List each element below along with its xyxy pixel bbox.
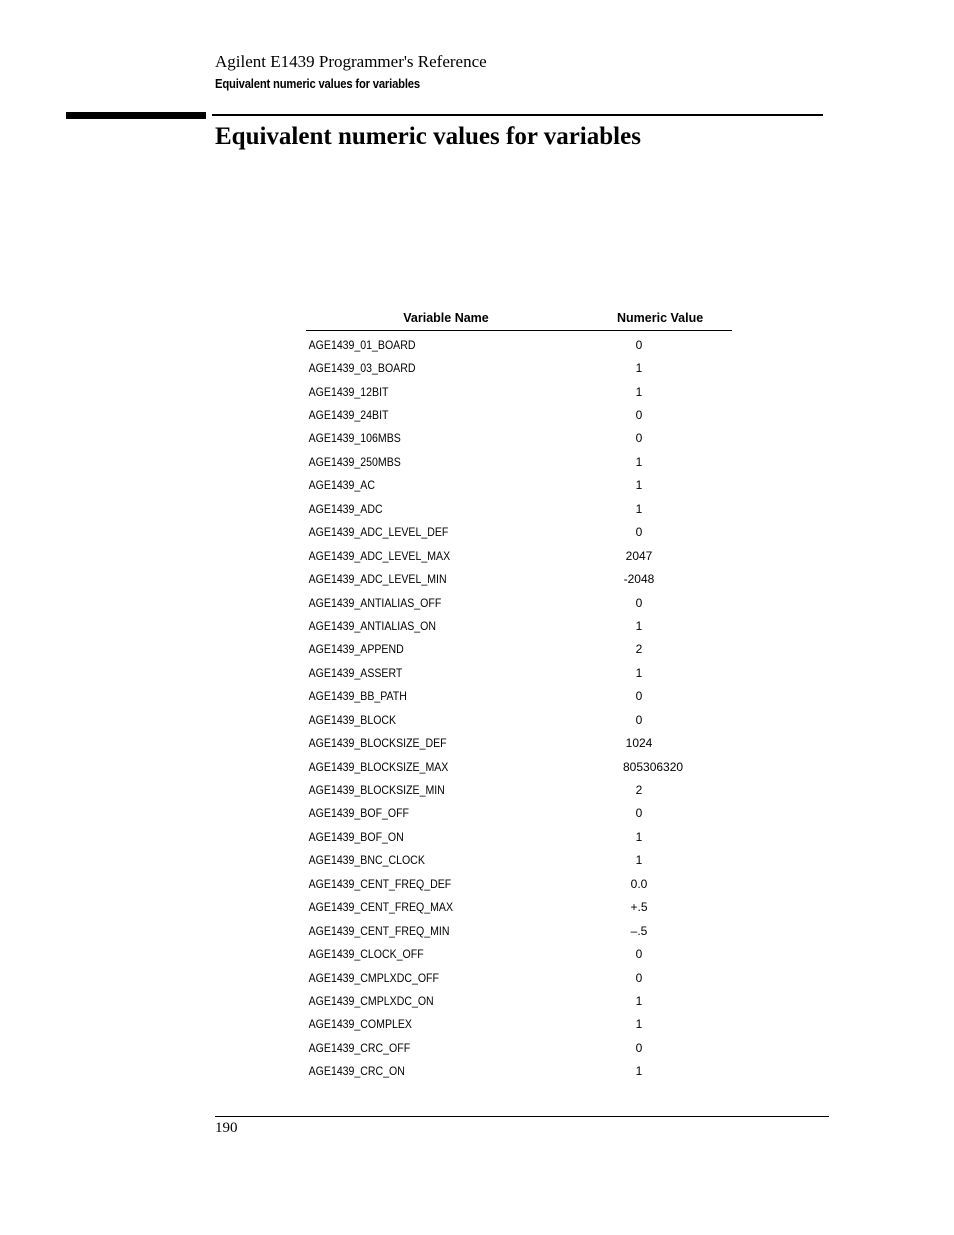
table-row — [306, 380, 732, 403]
numeric-value-cell — [586, 689, 732, 703]
variable-name-cell: AGE1439_CRC_OFF — [308, 1040, 411, 1055]
page-number: 190 — [215, 1120, 238, 1136]
table-row — [306, 942, 732, 965]
variable-name-cell: AGE1439_CLOCK_OFF — [308, 947, 424, 962]
numeric-value-cell — [586, 877, 732, 891]
numeric-value-text: 0 — [635, 431, 643, 446]
table-row — [306, 497, 732, 520]
numeric-value-text: +.5 — [630, 900, 648, 915]
table-row — [306, 638, 732, 661]
numeric-value-cell — [586, 900, 732, 914]
header-rule-thick — [66, 112, 206, 119]
numeric-value-cell — [586, 713, 732, 727]
variable-name-cell: AGE1439_BNC_CLOCK — [308, 853, 425, 868]
table-row — [306, 1036, 732, 1059]
table-row — [306, 427, 732, 450]
column-header-numeric-value: Numeric Value — [617, 311, 704, 325]
variable-name-cell: AGE1439_CENT_FREQ_MIN — [308, 923, 450, 938]
numeric-value-cell — [586, 478, 732, 492]
table-row — [306, 896, 732, 919]
numeric-value-text: 0 — [635, 712, 643, 727]
table-row — [306, 849, 732, 872]
variable-name-cell: AGE1439_ADC_LEVEL_MAX — [308, 548, 451, 563]
numeric-value-text: 2 — [635, 642, 643, 657]
variable-name-cell: AGE1439_BOF_OFF — [308, 806, 410, 821]
numeric-value-cell — [586, 502, 732, 516]
variable-name-cell: AGE1439_ANTIALIAS_OFF — [308, 595, 442, 610]
numeric-value-cell — [586, 947, 732, 961]
table-row — [306, 872, 732, 895]
numeric-value-cell — [586, 572, 732, 586]
variable-name-cell: AGE1439_BB_PATH — [308, 689, 407, 704]
table-row — [306, 989, 732, 1012]
table-row — [306, 708, 732, 731]
table-row — [306, 731, 732, 754]
variable-name-cell: AGE1439_COMPLEX — [308, 1017, 412, 1032]
table-row — [306, 825, 732, 848]
table-row — [306, 919, 732, 942]
table-row — [306, 755, 732, 778]
numeric-value-text: 1 — [635, 501, 643, 516]
numeric-value-cell — [586, 431, 732, 445]
numeric-value-text: 1 — [635, 993, 643, 1008]
variable-name-cell: AGE1439_250MBS — [308, 454, 401, 469]
numeric-value-cell — [586, 1041, 732, 1055]
table-row — [306, 403, 732, 426]
column-header-variable-name: Variable Name — [403, 311, 489, 325]
numeric-value-cell — [586, 1064, 732, 1078]
table-row — [306, 1060, 732, 1083]
running-title: Agilent E1439 Programmer's Reference — [215, 52, 487, 71]
numeric-value-cell — [586, 994, 732, 1008]
numeric-value-text: 0 — [635, 525, 643, 540]
variable-name-cell: AGE1439_CMPLXDC_OFF — [308, 970, 439, 985]
table-row — [306, 778, 732, 801]
numeric-value-text: 2047 — [625, 548, 653, 563]
table-row — [306, 591, 732, 614]
numeric-value-text: 1 — [635, 478, 643, 493]
numeric-value-cell — [586, 853, 732, 867]
variable-name-cell: AGE1439_106MBS — [308, 431, 401, 446]
variable-name-cell: AGE1439_ADC_LEVEL_MIN — [308, 572, 447, 587]
variable-name-cell: AGE1439_BLOCK — [308, 712, 397, 727]
numeric-value-cell — [586, 596, 732, 610]
numeric-value-text: –.5 — [630, 923, 648, 938]
numeric-value-text: 2 — [635, 783, 643, 798]
variable-name-cell: AGE1439_ADC — [308, 501, 383, 516]
numeric-value-text: -2048 — [623, 572, 655, 587]
numeric-value-text: 1 — [635, 1017, 643, 1032]
numeric-value-text: 0 — [635, 337, 643, 352]
numeric-value-text: 0 — [635, 408, 643, 423]
running-subtitle: Equivalent numeric values for variables — [215, 77, 420, 91]
numeric-value-text: 1 — [635, 384, 643, 399]
numeric-value-cell — [586, 619, 732, 633]
numeric-value-cell — [586, 385, 732, 399]
numeric-value-cell — [586, 830, 732, 844]
numeric-value-text: 0 — [635, 970, 643, 985]
variable-name-cell: AGE1439_BOF_ON — [308, 829, 404, 844]
numeric-value-text: 0.0 — [630, 876, 648, 891]
variable-name-cell: AGE1439_BLOCKSIZE_MIN — [308, 783, 445, 798]
table-row — [306, 661, 732, 684]
numeric-value-cell — [586, 549, 732, 563]
variable-name-cell: AGE1439_12BIT — [308, 384, 389, 399]
numeric-value-text: 1 — [635, 361, 643, 376]
table-row — [306, 567, 732, 590]
variable-name-cell: AGE1439_CENT_FREQ_MAX — [308, 900, 454, 915]
numeric-value-cell — [586, 806, 732, 820]
numeric-value-cell — [586, 408, 732, 422]
numeric-value-cell — [586, 760, 732, 774]
numeric-value-text: 1 — [635, 829, 643, 844]
variable-name-cell: AGE1439_CMPLXDC_ON — [308, 993, 434, 1008]
numeric-value-cell — [586, 1017, 732, 1031]
table-row — [306, 966, 732, 989]
table-row — [306, 521, 732, 544]
table-row — [306, 333, 732, 356]
numeric-value-text: 805306320 — [623, 759, 684, 774]
numeric-value-cell — [586, 971, 732, 985]
table-row — [306, 356, 732, 379]
table-body — [306, 331, 732, 1083]
numeric-value-text: 1 — [635, 1064, 643, 1079]
variable-name-cell: AGE1439_ADC_LEVEL_DEF — [308, 525, 449, 540]
numeric-value-text: 0 — [635, 1040, 643, 1055]
numeric-value-text: 0 — [635, 689, 643, 704]
variable-name-cell: AGE1439_01_BOARD — [308, 337, 416, 352]
variable-name-cell: AGE1439_03_BOARD — [308, 361, 416, 376]
table-row — [306, 802, 732, 825]
numeric-value-cell — [586, 361, 732, 375]
numeric-value-cell — [586, 736, 732, 750]
numeric-value-cell — [586, 924, 732, 938]
variable-name-cell: AGE1439_CENT_FREQ_DEF — [308, 876, 452, 891]
numeric-value-cell — [586, 338, 732, 352]
variable-name-cell: AGE1439_ASSERT — [308, 665, 403, 680]
numeric-value-text: 1 — [635, 618, 643, 633]
numeric-value-text: 1 — [635, 853, 643, 868]
variable-name-cell: AGE1439_24BIT — [308, 408, 389, 423]
numeric-value-cell — [586, 666, 732, 680]
table-row — [306, 544, 732, 567]
numeric-value-text: 0 — [635, 595, 643, 610]
footer-rule — [215, 1116, 829, 1117]
table-row — [306, 685, 732, 708]
numeric-value-cell — [586, 455, 732, 469]
table-row — [306, 474, 732, 497]
numeric-values-table — [306, 306, 732, 1083]
variable-name-cell: AGE1439_AC — [308, 478, 375, 493]
numeric-value-text: 1 — [635, 454, 643, 469]
numeric-value-text: 1024 — [625, 736, 653, 751]
numeric-value-text: 0 — [635, 947, 643, 962]
numeric-value-cell — [586, 642, 732, 656]
header-rule-thin — [212, 114, 823, 116]
numeric-value-cell — [586, 783, 732, 797]
table-header — [306, 306, 732, 331]
numeric-value-text: 0 — [635, 806, 643, 821]
variable-name-cell: AGE1439_BLOCKSIZE_DEF — [308, 736, 447, 751]
variable-name-cell: AGE1439_APPEND — [308, 642, 404, 657]
section-heading: Equivalent numeric values for variables — [215, 123, 641, 150]
variable-name-cell: AGE1439_ANTIALIAS_ON — [308, 618, 437, 633]
variable-name-cell: AGE1439_BLOCKSIZE_MAX — [308, 759, 449, 774]
table-row — [306, 614, 732, 637]
numeric-value-text: 1 — [635, 665, 643, 680]
table-row — [306, 450, 732, 473]
numeric-value-cell — [586, 525, 732, 539]
variable-name-cell: AGE1439_CRC_ON — [308, 1064, 405, 1079]
table-row — [306, 1013, 732, 1036]
